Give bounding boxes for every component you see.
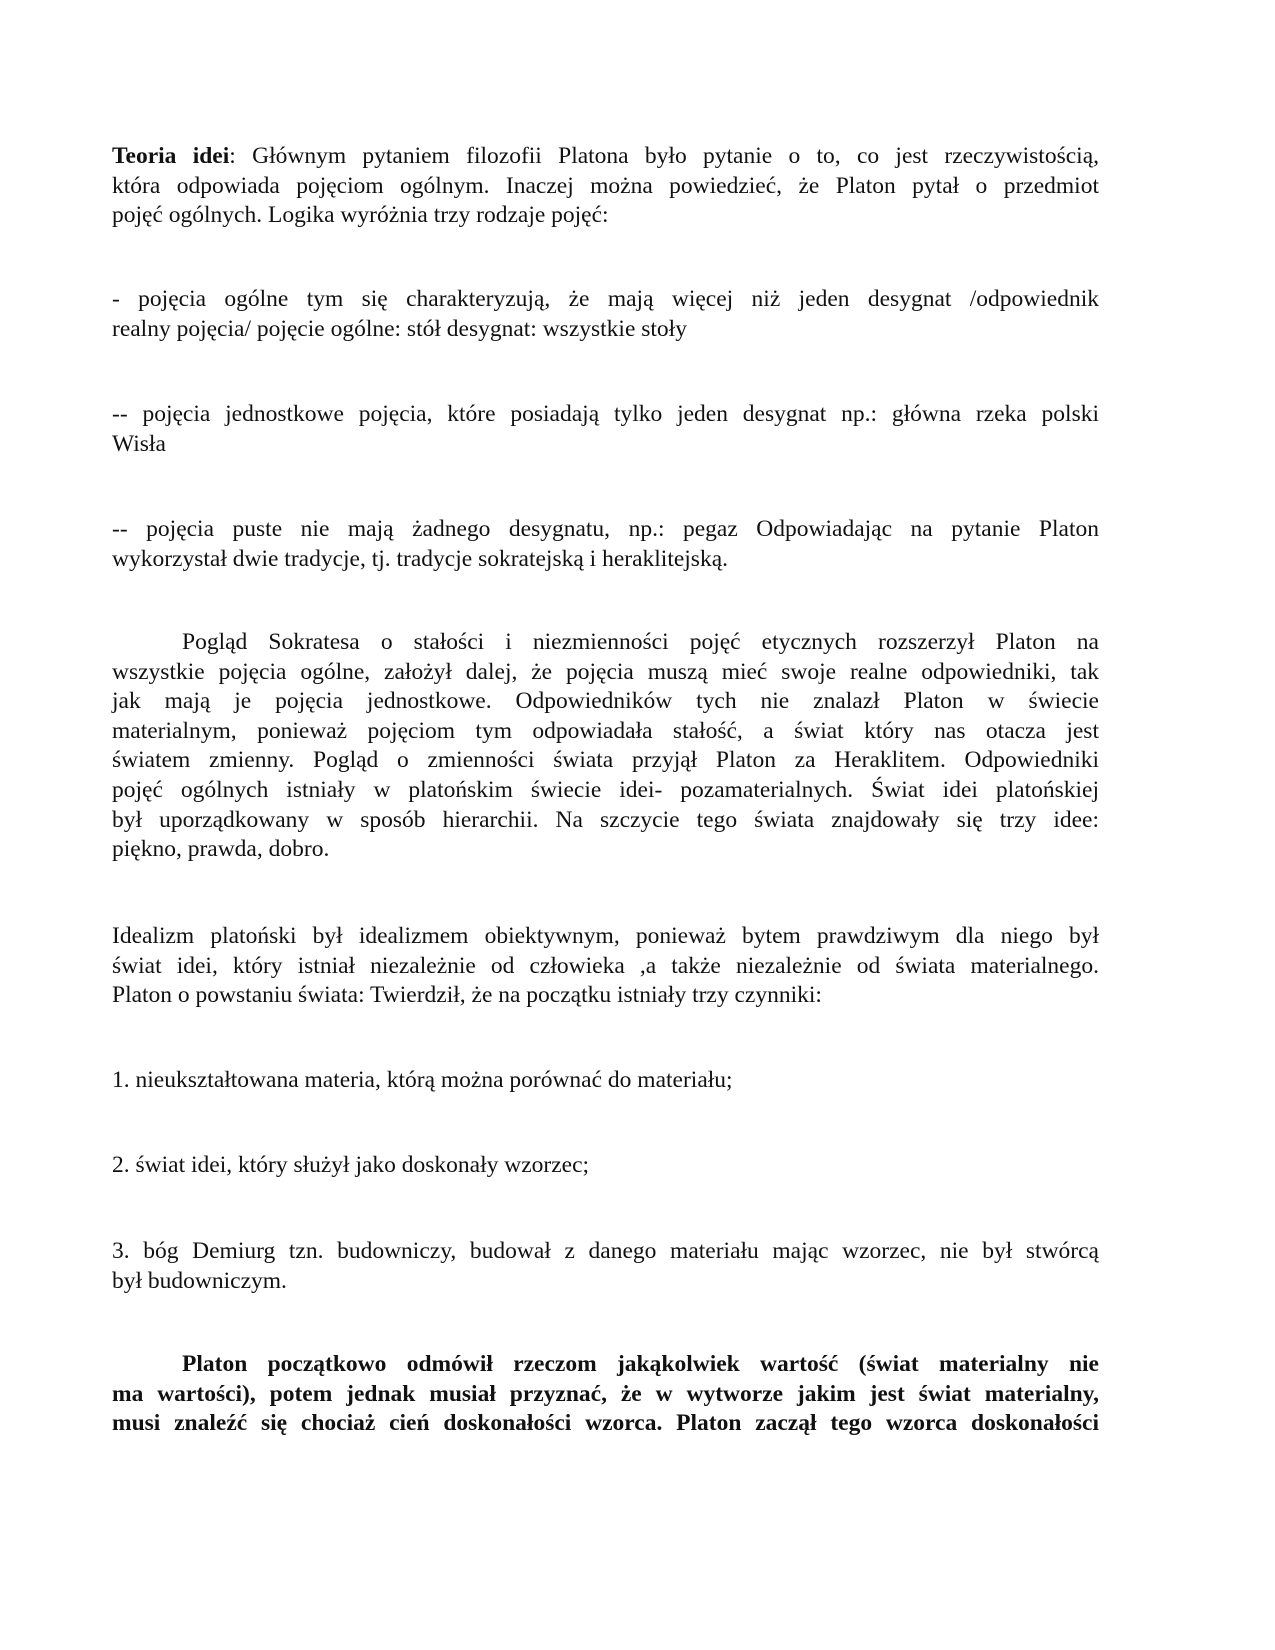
- list-item-1: [112, 1066, 1099, 1096]
- text-line: Platon o powstaniu świata: Twierdził, że na początku istniały trzy czynniki:: [112, 982, 822, 1009]
- text-line: jak mają je pojęcia jednostkowe. Odpowiedników tych nie znalazł Platon w świecie: [112, 688, 1099, 715]
- text-line: materialnym, ponieważ pojęciom tym odpowiadała stałość, a świat który nas otacza jest: [112, 717, 1099, 744]
- paragraph-socrates-view: [112, 628, 1099, 865]
- text-line: był uporządkowany w sposób hierarchii. Na szczycie tego świata znajdowały się trzy idee:: [112, 806, 1099, 833]
- text-line: -- pojęcia jednostkowe pojęcia, które posiadają tylko jeden desygnat np.: główna rzeka polski: [112, 401, 1099, 427]
- text-line: świat idei, który istniał niezależnie od człowieka ,a także niezależnie od świata materialnego.: [112, 952, 1099, 979]
- text-line: piękno, prawda, dobro.: [112, 836, 330, 863]
- text-line: Teoria idei: Głównym pytaniem filozofii Platona było pytanie o to, co jest rzeczywistością,: [112, 143, 1099, 169]
- text-line: wykorzystał dwie tradycje, tj. tradycje sokratejską i heraklitejską.: [112, 545, 729, 572]
- text-line: musi znaleźć się chociaż cień doskonałości wzorca. Platon zaczął tego wzorca doskonałości: [112, 1410, 1099, 1437]
- text-line: Platon początkowo odmówił rzeczom jakąkolwiek wartość (świat materialny nie: [182, 1351, 1099, 1377]
- text-line: pojęć ogólnych istniały w platońskim świecie idei- pozamaterialnych. Świat idei platońskiej: [112, 776, 1099, 803]
- text-line: - pojęcia ogólne tym się charakteryzują, że mają więcej niż jeden desygnat /odpowiednik: [112, 286, 1099, 312]
- text-line: 2. świat idei, który służył jako doskonały wzorzec;: [112, 1152, 590, 1178]
- paragraph-empty-concepts: [112, 515, 1099, 574]
- text-line: Idealizm platoński był idealizmem obiektywnym, ponieważ bytem prawdziwym dla niego był: [112, 923, 1099, 949]
- heading-teoria-idei: Teoria idei: [112, 143, 230, 169]
- text-line: Wisła: [112, 430, 166, 457]
- paragraph-singular-concepts: [112, 400, 1099, 459]
- text-line: Pogląd Sokratesa o stałości i niezmienności pojęć etycznych rozszerzył Platon na: [182, 629, 1099, 655]
- list-item-3: [112, 1237, 1099, 1296]
- paragraph-bold-conclusion: [112, 1350, 1099, 1439]
- paragraph-idealism: [112, 922, 1099, 1011]
- text-line: realny pojęcia/ pojęcie ogólne: stół desygnat: wszystkie stoły: [112, 315, 687, 342]
- text-line: 3. bóg Demiurg tzn. budowniczy, budował z danego materiału mając wzorzec, nie był stwórcą: [112, 1238, 1099, 1264]
- text-line: wszystkie pojęcia ogólne, założył dalej, że pojęcia muszą mieć swoje realne odpowiedniki, tak: [112, 658, 1099, 685]
- text-line: 1. nieukształtowana materia, którą można porównać do materiału;: [112, 1067, 733, 1093]
- list-item-2: [112, 1151, 1099, 1181]
- paragraph-general-concepts: [112, 285, 1099, 344]
- text-line: był budowniczym.: [112, 1267, 287, 1294]
- text-line: ma wartości), potem jednak musiał przyznać, że w wytworze jakim jest świat materialny,: [112, 1380, 1099, 1407]
- text-line: światem zmienny. Pogląd o zmienności świata przyjął Platon za Heraklitem. Odpowiedniki: [112, 747, 1099, 774]
- text-line: -- pojęcia puste nie mają żadnego desygnatu, np.: pegaz Odpowiadając na pytanie Platon: [112, 516, 1099, 542]
- text-line: która odpowiada pojęciom ogólnym. Inaczej można powiedzieć, że Platon pytał o przedmiot: [112, 172, 1099, 199]
- paragraph-theory-of-ideas: [112, 142, 1099, 231]
- text-line: pojęć ogólnych. Logika wyróżnia trzy rodzaje pojęć:: [112, 202, 609, 229]
